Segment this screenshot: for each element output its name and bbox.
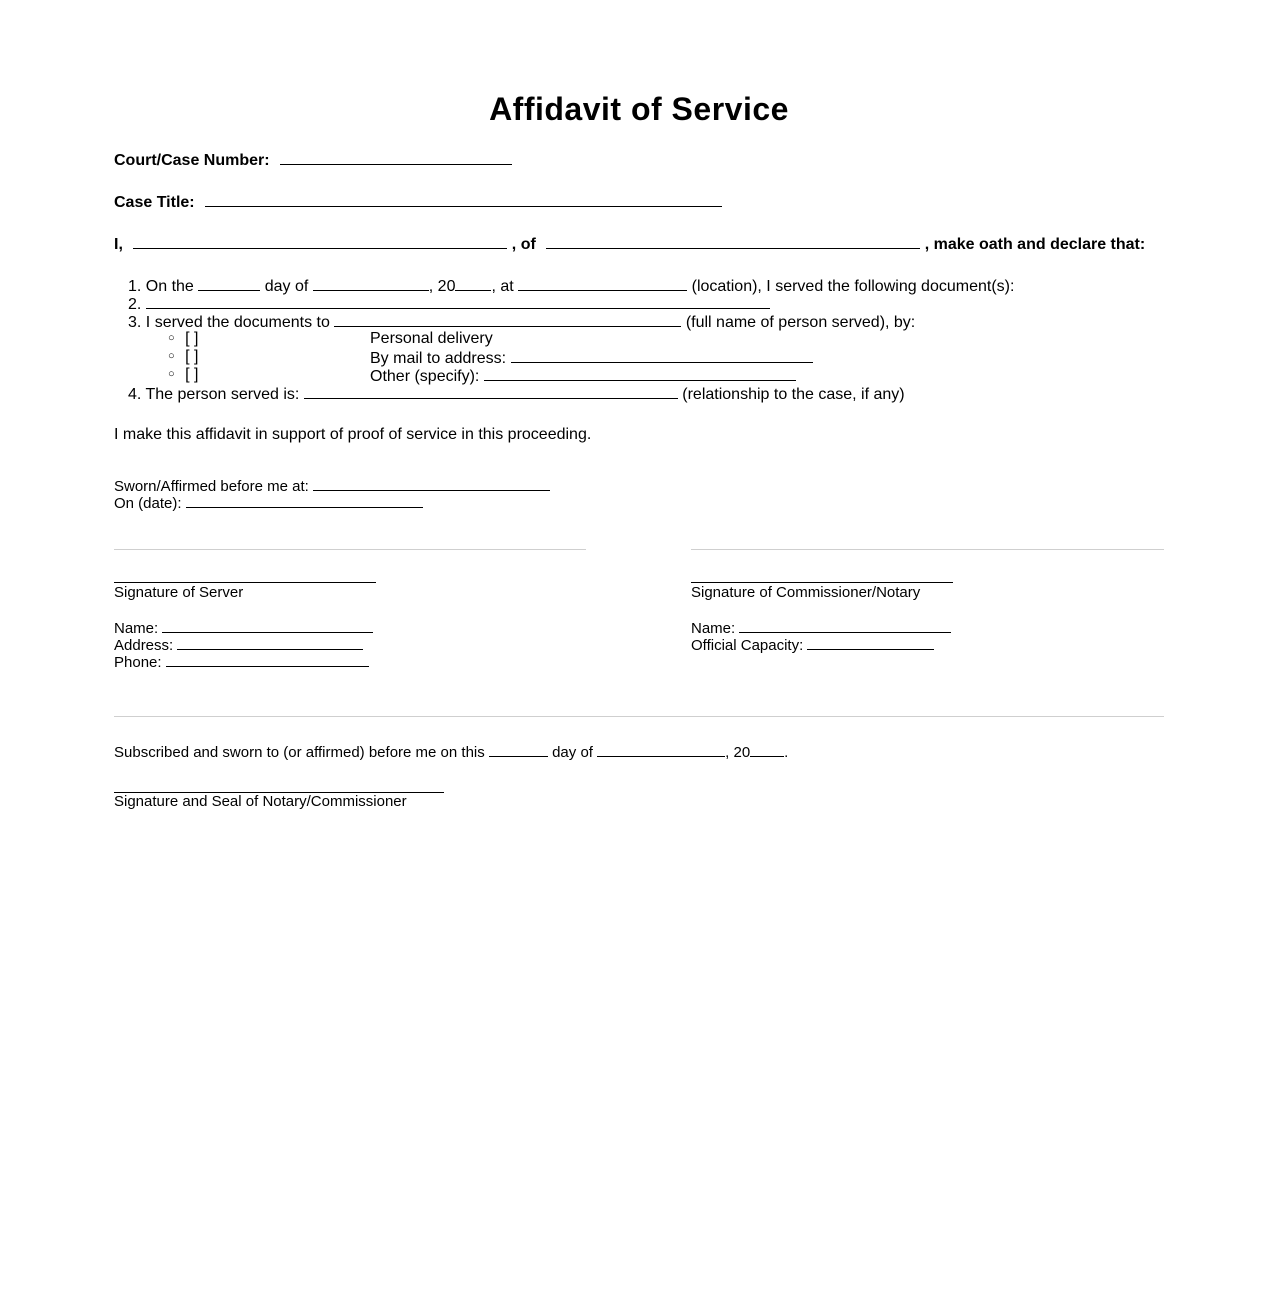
court-case-number-field[interactable] xyxy=(280,150,512,165)
circle-bullet-icon: ○ xyxy=(168,332,175,344)
case-title-label: Case Title: xyxy=(114,194,195,211)
support-statement: I make this affidavit in support of proof of service in this proceeding. xyxy=(114,426,592,443)
item1-year-field[interactable] xyxy=(455,276,491,291)
server-name-label: Name: xyxy=(114,620,159,637)
item1-year-prefix: , 20 xyxy=(428,278,456,295)
case-title-field[interactable] xyxy=(205,192,722,207)
option-other xyxy=(168,366,480,385)
declarant-suffix: , make oath and declare that: xyxy=(924,236,1146,253)
mail-address-field[interactable] xyxy=(511,348,813,363)
jurat-year-field[interactable] xyxy=(750,742,784,757)
option-personal-delivery xyxy=(168,330,493,349)
server-phone-label: Phone: xyxy=(114,654,162,671)
option-by-mail-content xyxy=(370,348,813,368)
notary-name-field[interactable] xyxy=(739,618,951,633)
circle-bullet-icon: ○ xyxy=(168,368,175,380)
notary-capacity-row xyxy=(691,635,934,655)
divider-jurat xyxy=(114,716,1164,717)
server-signature-line[interactable] xyxy=(114,582,376,583)
item4-suffix: (relationship to the case, if any) xyxy=(682,386,905,403)
server-signature-label: Signature of Server xyxy=(114,584,244,601)
checkbox-other[interactable]: [ ] xyxy=(185,366,199,383)
item3-suffix: (full name of person served), by: xyxy=(685,314,916,331)
notary-signature-label: Signature of Commissioner/Notary xyxy=(691,584,921,601)
server-address-label: Address: xyxy=(114,637,174,654)
checkbox-personal-delivery[interactable]: [ ] xyxy=(185,330,199,347)
list-item-3 xyxy=(128,312,915,332)
server-phone-row xyxy=(114,652,369,672)
jurat-month-field[interactable] xyxy=(597,742,725,757)
item-number: 3. xyxy=(128,314,142,331)
jurat-end: . xyxy=(784,744,789,761)
list-item-1 xyxy=(128,276,1014,296)
item3-person-served-field[interactable] xyxy=(334,312,681,327)
divider-left xyxy=(114,549,586,550)
jurat-signature-label: Signature and Seal of Notary/Commissioner xyxy=(114,793,407,810)
checkbox-by-mail[interactable]: [ ] xyxy=(185,348,199,365)
jurat-text: Subscribed and sworn to (or affirmed) before me on this xyxy=(114,744,485,761)
option-label: Personal delivery xyxy=(370,330,493,347)
court-case-number-label: Court/Case Number: xyxy=(114,152,270,169)
jurat-row xyxy=(114,742,788,762)
jurat-year-prefix: , 20 xyxy=(725,744,751,761)
item-number: 2. xyxy=(128,296,142,313)
list-item-4 xyxy=(128,384,905,404)
page-title: Affidavit of Service xyxy=(489,91,789,127)
item2-documents-field[interactable] xyxy=(146,294,770,309)
jurat-day-field[interactable] xyxy=(489,742,548,757)
option-label: Other (specify): xyxy=(370,368,480,385)
item1-month-field[interactable] xyxy=(313,276,429,291)
other-specify-field[interactable] xyxy=(484,366,796,381)
list-item-2 xyxy=(128,294,770,314)
item1-day-field[interactable] xyxy=(198,276,260,291)
option-label: By mail to address: xyxy=(370,350,507,367)
item3-text: I served the documents to xyxy=(145,314,330,331)
item1-suffix: (location), I served the following document(s): xyxy=(691,278,1015,295)
declarant-row xyxy=(114,234,1145,254)
server-phone-field[interactable] xyxy=(166,652,369,667)
declarant-name-field[interactable] xyxy=(133,234,507,249)
item1-on-the: On the xyxy=(145,278,194,295)
notary-name-label: Name: xyxy=(691,620,736,637)
case-title-row xyxy=(114,192,722,212)
notary-capacity-field[interactable] xyxy=(807,635,934,650)
court-case-number-row xyxy=(114,150,512,170)
circle-bullet-icon: ○ xyxy=(168,350,175,362)
item1-location-field[interactable] xyxy=(518,276,687,291)
server-name-field[interactable] xyxy=(162,618,373,633)
server-address-field[interactable] xyxy=(177,635,363,650)
item1-day-of: day of xyxy=(264,278,309,295)
item-number: 4. xyxy=(128,386,142,403)
on-date-row xyxy=(114,493,423,513)
item-number: 1. xyxy=(128,278,142,295)
option-by-mail xyxy=(168,348,507,367)
sworn-at-label: Sworn/Affirmed before me at: xyxy=(114,478,309,495)
on-date-label: On (date): xyxy=(114,495,182,512)
declarant-of-label: , of xyxy=(511,236,536,253)
notary-capacity-label: Official Capacity: xyxy=(691,637,804,654)
item1-at: , at xyxy=(491,278,514,295)
item4-text: The person served is: xyxy=(145,386,300,403)
jurat-day-of: day of xyxy=(552,744,593,761)
sworn-at-field[interactable] xyxy=(313,476,550,491)
option-other-content xyxy=(370,366,796,386)
declarant-prefix: I, xyxy=(114,236,123,253)
on-date-field[interactable] xyxy=(186,493,423,508)
divider-right xyxy=(691,549,1164,550)
item4-relationship-field[interactable] xyxy=(304,384,678,399)
notary-signature-line[interactable] xyxy=(691,582,953,583)
declarant-location-field[interactable] xyxy=(546,234,920,249)
